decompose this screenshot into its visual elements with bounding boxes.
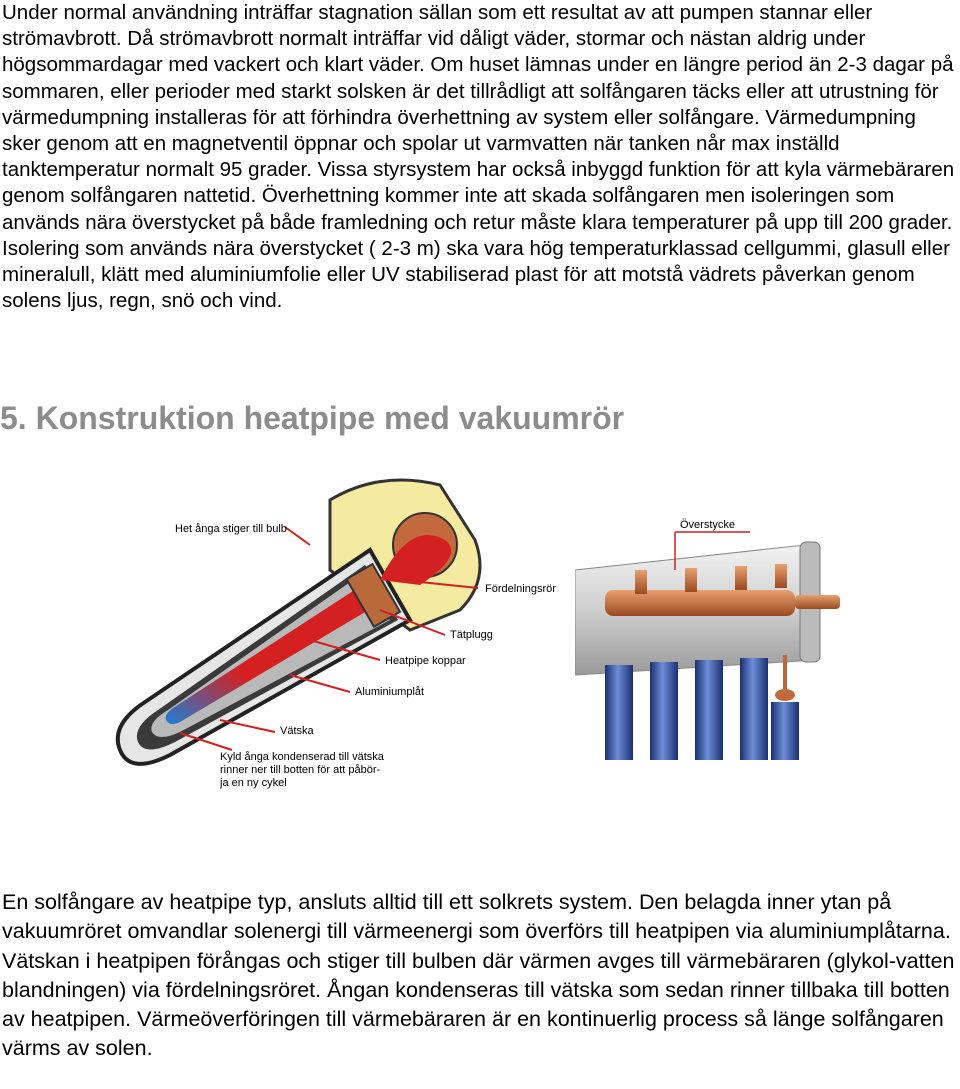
label-header: Överstycke <box>680 519 736 531</box>
vacuum-tube-1 <box>605 665 633 760</box>
closing-paragraph: En solfångare av heatpipe typ, ansluts alltid till ett solkrets system. Den belagda inner ytan på vakuumröret omvandlar solenergi till värmeenergi som överförs till heatpipen via aluminiumplåtarna. Vätskan i heatpipen förångas och stiger till bulben där värmen avges till värmebäraren (glykol-vatten blandningen) via fördelningsröret. Ångan kondenseras till vätska som sedan rinner tillbaka till botten av heatpipen. Värmeöverföringen till värmebäraren är en kontinuerlig process så länge solfångaren värms av solen. <box>2 890 955 1061</box>
label-cold-steam-3: ja en ny cykel <box>220 777 287 789</box>
label-cold-steam-1: Kyld ånga kondenserad till vätska <box>220 751 384 763</box>
label-distribution-pipe: Fördelningsrör <box>485 583 556 595</box>
heatpipe-diagram <box>80 470 600 800</box>
label-heatpipe-copper: Heatpipe koppar <box>385 655 466 667</box>
section-heading: 5. Konstruktion heatpipe med vakuumrör <box>0 400 625 436</box>
vacuum-tube-5 <box>771 702 799 760</box>
vacuum-tube-4 <box>740 658 768 760</box>
copper-manifold <box>605 590 795 616</box>
copper-outlet <box>795 595 840 609</box>
header-photo <box>575 470 960 760</box>
copper-stub-2 <box>685 568 697 592</box>
copper-stub-1 <box>635 570 647 594</box>
label-aluminium-plate: Aluminiumplåt <box>355 686 425 698</box>
heatpipe-bulb <box>775 689 795 701</box>
copper-stub-4 <box>775 564 787 588</box>
label-seal-plug: Tätplugg <box>450 629 493 641</box>
label-liquid: Vätska <box>280 725 314 737</box>
label-steam-rises: Het ånga stiger till bulb <box>175 523 287 535</box>
intro-paragraph: Under normal användning inträffar stagnation sällan som ett resultat av att pumpen stannar eller strömavbrott. Då strömavbrott normalt inträffar vid dåligt väder, stormar och nästan aldrig under högsommardagar med vackert och klart väder. Om huset lämnas under en längre period än 2-3 dagar på sommaren, eller perioder med starkt solsken är det tillrådligt att solfångaren täcks eller att utrustning för värmedumpning installeras för att förhindra överhettning av system eller solfångare. Värmedumpning sker genom att en magnetventil öppnar och spolar ut varmvatten när tanken når max inställd tanktemperatur normalt 95 grader. Vissa styrsystem har också inbyggd funktion för att kyla värmebäraren genom solfångaren nattetid. Överhettning kommer inte att skada solfångaren men isoleringen som används nära överstycket på både framledning och retur måste klara temperaturer på upp till 200 grader. Isolering som används nära överstycket ( 2-3 m) ska vara hög temperaturklassad cellgummi, glasull eller mineralull, klätt med aluminiumfolie eller UV stabiliserad plast för att motstå vädrets påverkan genom solens ljus, regn, snö och vind. <box>2 1 955 313</box>
vacuum-tube-2 <box>650 662 678 760</box>
label-cold-steam-2: rinner ner till botten för att påbör- <box>220 764 381 776</box>
vacuum-tube-3 <box>695 660 723 760</box>
copper-stub-3 <box>735 566 747 590</box>
